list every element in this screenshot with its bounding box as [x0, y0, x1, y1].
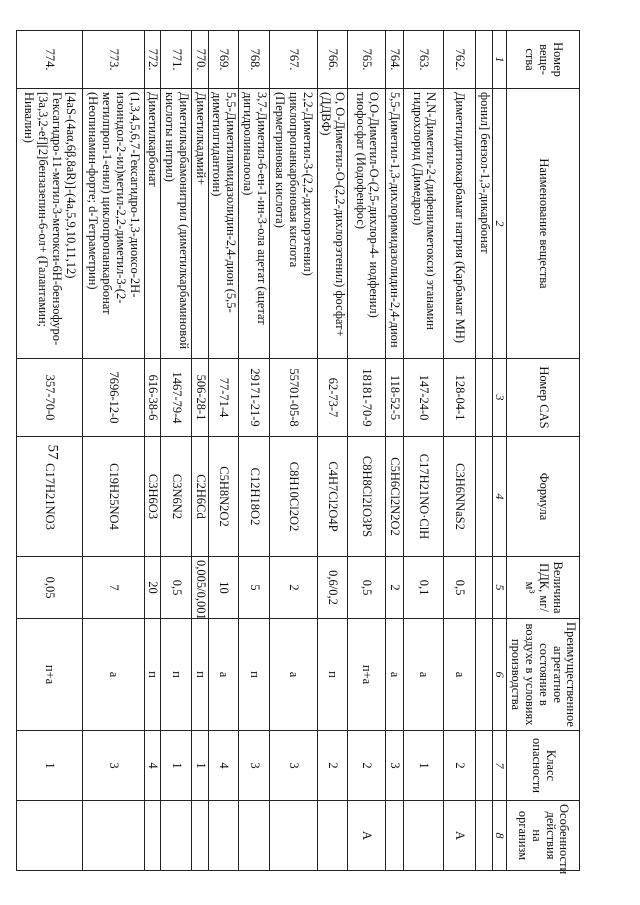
substance-number-cell: 767. — [269, 31, 317, 89]
header-cell: Величина ПДК, мг/м³ — [507, 557, 580, 619]
substance-number-cell: 768. — [239, 31, 270, 89]
cas-number-cell: 357-70-0 — [16, 359, 82, 437]
substance-number-cell: 770. — [191, 31, 208, 89]
table-row — [386, 31, 404, 871]
hazard-class-cell: 3 — [82, 731, 144, 801]
table-row — [208, 31, 239, 871]
substance-name-cell: 3,7-Диметил-6-ен-1-ин-3-ола ацетат (ацетат дигидролиналоола) — [239, 89, 270, 359]
hazard-class-cell: 1 — [161, 731, 192, 801]
formula-cell: C12H18O2 — [239, 437, 270, 557]
header-cell: Преимущественное агрегатное состояние в воздухе в условиях производства — [507, 619, 580, 731]
hazard-class-cell: 3 — [386, 731, 404, 801]
formula-cell: C3H6O3 — [144, 437, 161, 557]
pdk-value-cell: 5 — [239, 557, 270, 619]
formula-cell: C2H6Cd — [191, 437, 208, 557]
substance-name-cell: Диметилкадмий+ — [191, 89, 208, 359]
effect-feature-cell — [208, 801, 239, 871]
pdk-value-cell: 0,6/0,2 — [317, 557, 348, 619]
substance-number-cell: 766. — [317, 31, 348, 89]
formula-cell: C17H21NO3 — [16, 437, 82, 557]
hazard-class-cell: 1 — [404, 731, 444, 801]
aggregate-state-cell: а — [444, 619, 476, 731]
aggregate-state-cell — [476, 619, 493, 731]
hazard-class-cell: 3 — [239, 731, 270, 801]
effect-feature-cell — [317, 801, 348, 871]
substance-name-cell: 5,5-Диметилимидазолидин-2,4-дион (5,5-диметилгидантоин) — [208, 89, 239, 359]
formula-cell: C17H21NO·ClH — [404, 437, 444, 557]
cas-number-cell: 118-52-5 — [386, 359, 404, 437]
formula-cell: C3N6N2 — [161, 437, 192, 557]
substance-number-cell: 765. — [348, 31, 386, 89]
header-cell: Номер CAS — [507, 359, 580, 437]
substance-name-cell: 5,5-Диметил-1,3-дихлоримидазолидин-2,4-дион — [386, 89, 404, 359]
effect-feature-cell — [476, 801, 493, 871]
table-row — [239, 31, 270, 871]
header-cell: Формула — [507, 437, 580, 557]
substance-number-cell: 774. — [16, 31, 82, 89]
cas-number-cell: 616-38-6 — [144, 359, 161, 437]
substance-name-cell: (1,3,4,5,6,7-Гексагидро-1,3-диоксо-2Н- изоиндол-2-ил)метил-2,2-диметил-3-(2- метилпроп-1-енил) циклопропанкарбонат (Неопинамин-форте; d-Тетраметрин) — [82, 89, 144, 359]
table-row — [269, 31, 317, 871]
effect-feature-cell: А — [348, 801, 386, 871]
substance-name-cell: фонил] бензол-1,3-дикарбонат — [476, 89, 493, 359]
column-index: 2 — [492, 89, 506, 359]
aggregate-state-cell: п — [239, 619, 270, 731]
formula-cell: C8H8Cl2IO3PS — [348, 437, 386, 557]
substance-number-cell: 769. — [208, 31, 239, 89]
aggregate-state-cell: а — [82, 619, 144, 731]
substance-name-cell: О, О-Диметил-О-(2,2-дихлорэтенил) фосфат+ (ДДВФ) — [317, 89, 348, 359]
cas-number-cell: 55701-05-8 — [269, 359, 317, 437]
table-body — [16, 31, 492, 871]
aggregate-state-cell: а — [386, 619, 404, 731]
cas-number-cell: 18181-70-9 — [348, 359, 386, 437]
table-row — [404, 31, 444, 871]
formula-cell: C5H8N2O2 — [208, 437, 239, 557]
header-cell: Наименование вещества — [507, 89, 580, 359]
substance-name-cell: Диметилдитиокарбамат натрия (Карбамат МН) — [444, 89, 476, 359]
header-cell: Особенности действия на организм — [507, 801, 580, 871]
hazard-class-cell: 1 — [16, 731, 82, 801]
aggregate-state-cell: а — [269, 619, 317, 731]
header-cell: Класс опасности — [507, 731, 580, 801]
table-row — [348, 31, 386, 871]
effect-feature-cell — [82, 801, 144, 871]
hazard-class-cell: 1 — [191, 731, 208, 801]
substance-number-cell — [476, 31, 493, 89]
table-row — [317, 31, 348, 871]
formula-cell — [476, 437, 493, 557]
substance-name-cell: О,О-Диметил-О-(2,5-дихлор-4- иодфенил) тиофосфат (Иодофенфос) — [348, 89, 386, 359]
effect-feature-cell: А — [444, 801, 476, 871]
substance-name-cell: Диметилкарбамонитрил (диметилкарбаминовой кислоты нитрил) — [161, 89, 192, 359]
effect-feature-cell — [239, 801, 270, 871]
column-index: 3 — [492, 359, 506, 437]
substance-name-cell: N,N-Диметил-2-(дифенилметокси) этанамин гидрохлорид (Димедрол) — [404, 89, 444, 359]
column-index: 6 — [492, 619, 506, 731]
pdk-value-cell: 2 — [269, 557, 317, 619]
formula-cell: C4H7Cl2O4P — [317, 437, 348, 557]
table-row — [476, 31, 493, 871]
substance-number-cell: 764. — [386, 31, 404, 89]
header-row — [507, 31, 580, 871]
pdk-value-cell: 0,5 — [444, 557, 476, 619]
table-row — [16, 31, 82, 871]
rotated-table-container — [22, 30, 580, 875]
table-row — [191, 31, 208, 871]
column-index: 4 — [492, 437, 506, 557]
substance-number-cell: 771. — [161, 31, 192, 89]
hazard-class-cell: 4 — [208, 731, 239, 801]
substance-name-cell: Диметилкарбонат — [144, 89, 161, 359]
formula-cell: C5H6Cl2N2O2 — [386, 437, 404, 557]
hazard-class-cell: 2 — [348, 731, 386, 801]
table-row — [144, 31, 161, 871]
pdk-value-cell: 7 — [82, 557, 144, 619]
pdk-value-cell: 0,05 — [16, 557, 82, 619]
cas-number-cell: 62-73-7 — [317, 359, 348, 437]
formula-cell: C19H25NO4 — [82, 437, 144, 557]
cas-number-cell: 506-28-1 — [191, 359, 208, 437]
effect-feature-cell — [161, 801, 192, 871]
cas-number-cell: 1467-79-4 — [161, 359, 192, 437]
pdk-value-cell: 0,5 — [161, 557, 192, 619]
effect-feature-cell — [404, 801, 444, 871]
aggregate-state-cell: п — [317, 619, 348, 731]
aggregate-state-cell: а — [404, 619, 444, 731]
effect-feature-cell — [191, 801, 208, 871]
column-index: 7 — [492, 731, 506, 801]
cas-number-cell: 29171-21-9 — [239, 359, 270, 437]
substances-table — [16, 30, 580, 875]
pdk-value-cell: 0,5 — [348, 557, 386, 619]
substance-number-cell: 763. — [404, 31, 444, 89]
hazard-class-cell: 4 — [144, 731, 161, 801]
formula-cell: C3H6NNaS2 — [444, 437, 476, 557]
hazard-class-cell — [476, 731, 493, 801]
hazard-class-cell: 3 — [269, 731, 317, 801]
formula-cell: C8H10Cl2O2 — [269, 437, 317, 557]
substance-name-cell: [4aS-(4aα,6β,8aR)]-(4a,5,9,10,11,12) Гексагидро-11-метил-3-метокси-6Н-бензофуро- [3a,3,2-ef][2]бензазепин-6-ол+ (Галантамин; Нивалин) — [16, 89, 82, 359]
aggregate-state-cell: п+а — [348, 619, 386, 731]
table-row — [444, 31, 476, 871]
column-index: 5 — [492, 557, 506, 619]
aggregate-state-cell: п+а — [16, 619, 82, 731]
cas-number-cell: 77-71-4 — [208, 359, 239, 437]
pdk-value-cell: 0,005/0,001 — [191, 557, 208, 619]
pdk-value-cell: 10 — [208, 557, 239, 619]
cas-number-cell: 128-04-1 — [444, 359, 476, 437]
substance-number-cell: 772. — [144, 31, 161, 89]
aggregate-state-cell: п — [161, 619, 192, 731]
pdk-value-cell: 0,1 — [404, 557, 444, 619]
header-cell: Номер веще-ства — [507, 31, 580, 89]
aggregate-state-cell: п — [144, 619, 161, 731]
table-row — [82, 31, 144, 871]
substance-number-cell: 762. — [444, 31, 476, 89]
hazard-class-cell: 2 — [444, 731, 476, 801]
cas-number-cell — [476, 359, 493, 437]
effect-feature-cell — [144, 801, 161, 871]
effect-feature-cell — [269, 801, 317, 871]
pdk-value-cell: 20 — [144, 557, 161, 619]
column-index: 8 — [492, 801, 506, 871]
page-number: 57 — [44, 444, 61, 460]
cas-number-cell: 7696-12-0 — [82, 359, 144, 437]
column-index-row — [492, 31, 506, 871]
table-row — [161, 31, 192, 871]
aggregate-state-cell: а — [208, 619, 239, 731]
pdk-value-cell — [476, 557, 493, 619]
pdk-value-cell: 2 — [386, 557, 404, 619]
substance-number-cell: 773. — [82, 31, 144, 89]
cas-number-cell: 147-24-0 — [404, 359, 444, 437]
effect-feature-cell — [16, 801, 82, 871]
hazard-class-cell: 2 — [317, 731, 348, 801]
substance-name-cell: 2,2-Диметил-3-(2,2-дихлорэтенил) циклопропанкарбоновая кислота (Перметриновая кислота) — [269, 89, 317, 359]
aggregate-state-cell: п — [191, 619, 208, 731]
effect-feature-cell — [386, 801, 404, 871]
column-index: 1 — [492, 31, 506, 89]
